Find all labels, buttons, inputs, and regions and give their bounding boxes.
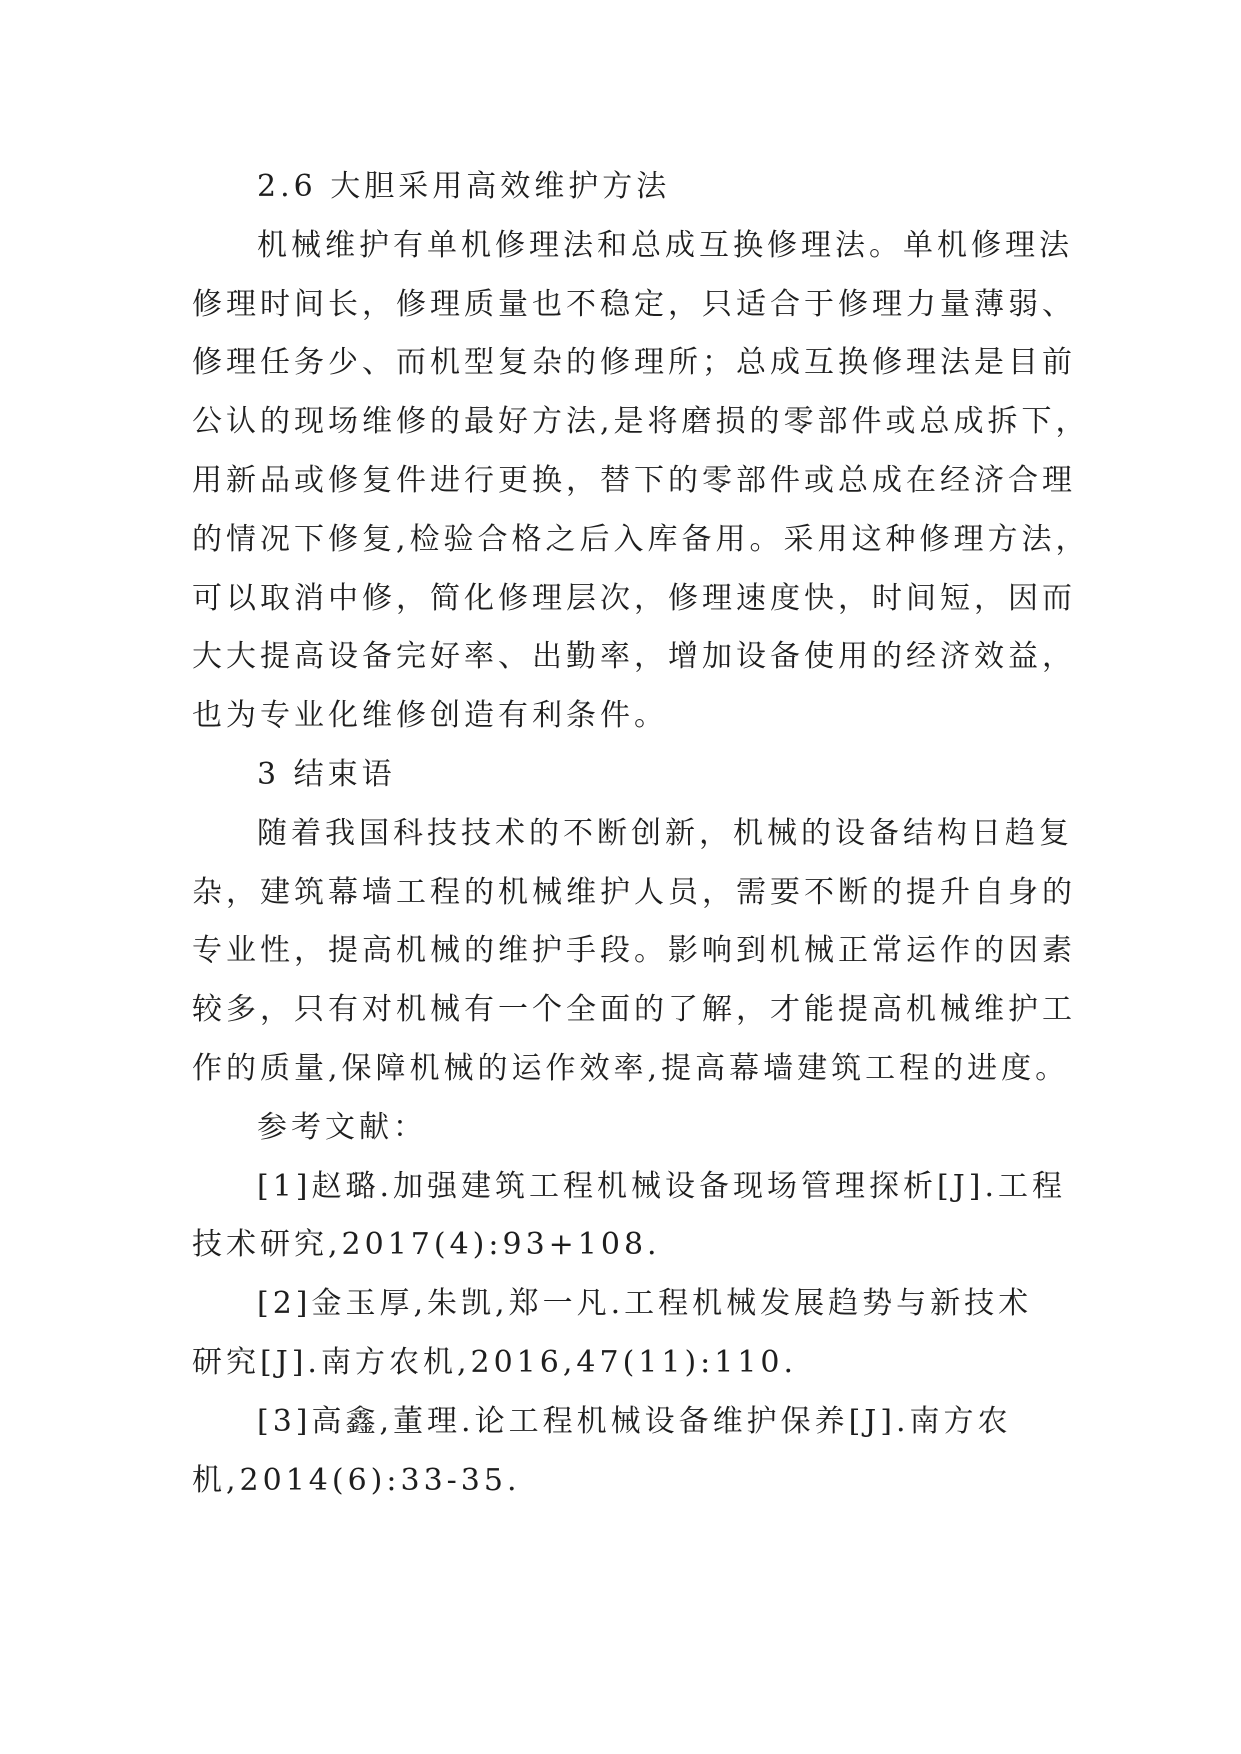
section-heading: 3 结束语	[257, 756, 396, 792]
paragraph-line: 的情况下修复,检验合格之后入库备用。采用这种修理方法，	[192, 521, 1090, 557]
section-heading: 2.6 大胆采用高效维护方法	[257, 169, 671, 204]
paragraph-line: 机械维护有单机修理法和总成互换修理法。单机修理法	[257, 227, 1073, 263]
paragraph-line: 较多，只有对机械有一个全面的了解，才能提高机械维护工	[192, 992, 1076, 1028]
section-3-conclusion	[192, 746, 1112, 1099]
references-heading: 参考文献：	[257, 1109, 427, 1145]
reference-item	[192, 1393, 1112, 1511]
references	[192, 1099, 1112, 1511]
reference-line: 技术研究,2017(4):93+108.	[192, 1227, 661, 1263]
reference-line: 研究[J].南方农机,2016,47(11):110.	[192, 1344, 798, 1380]
paragraph-line: 大大提高设备完好率、出勤率，增加设备使用的经济效益，	[192, 639, 1076, 675]
reference-line: [3]高鑫,董理.论工程机械设备维护保养[J].南方农	[257, 1403, 1012, 1439]
reference-item	[192, 1158, 1112, 1276]
paragraph-line: 也为专业化维修创造有利条件。	[192, 698, 668, 734]
document-body	[192, 158, 1112, 1510]
reference-item	[192, 1275, 1112, 1393]
paragraph-line: 公认的现场维修的最好方法,是将磨损的零部件或总成拆下，	[192, 404, 1090, 440]
paragraph-line: 作的质量,保障机械的运作效率,提高幕墙建筑工程的进度。	[192, 1050, 1070, 1086]
section-2-6	[192, 158, 1112, 746]
paragraph-line: 用新品或修复件进行更换，替下的零部件或总成在经济合理	[192, 462, 1076, 498]
paragraph	[192, 217, 1112, 746]
paragraph-line: 修理时间长，修理质量也不稳定，只适合于修理力量薄弱、	[192, 286, 1076, 322]
paragraph-line: 随着我国科技技术的不断创新，机械的设备结构日趋复	[257, 815, 1073, 851]
paragraph-line: 杂，建筑幕墙工程的机械维护人员，需要不断的提升自身的	[192, 874, 1076, 910]
reference-line: 机,2014(6):33-35.	[192, 1462, 521, 1498]
reference-list	[192, 1158, 1112, 1511]
reference-line: [1]赵璐.加强建筑工程机械设备现场管理探析[J].工程	[257, 1168, 1067, 1204]
paragraph-line: 专业性，提高机械的维护手段。影响到机械正常运作的因素	[192, 933, 1076, 969]
paragraph-line: 修理任务少、而机型复杂的修理所；总成互换修理法是目前	[192, 345, 1076, 381]
paragraph	[192, 805, 1112, 1099]
reference-line: [2]金玉厚,朱凯,郑一凡.工程机械发展趋势与新技术	[257, 1286, 1033, 1322]
paragraph-line: 可以取消中修，简化修理层次，修理速度快，时间短，因而	[192, 580, 1076, 616]
